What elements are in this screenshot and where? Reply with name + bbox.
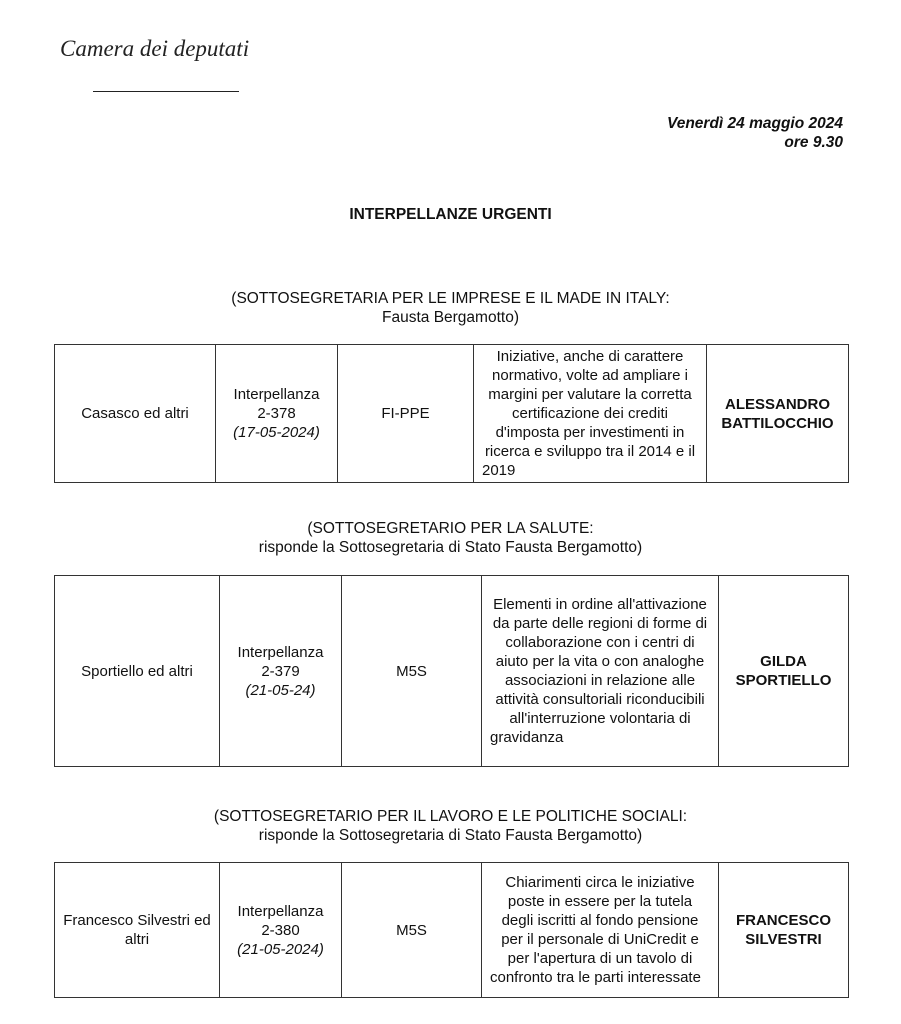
interpellanza-table-1 [54, 344, 849, 483]
group-cell: M5S [342, 576, 482, 767]
institution-name: Camera dei deputati [60, 36, 250, 61]
interpellanza-ref-cell: Interpellanza 2-379 (21-05-24) [220, 576, 342, 767]
group-cell: FI-PPE [338, 345, 474, 483]
session-time: ore 9.30 [784, 134, 843, 151]
session-datetime [667, 114, 843, 152]
table-row [55, 863, 849, 998]
section-heading-imprese: (SOTTOSEGRETARIA PER LE IMPRESE E IL MADE IN ITALY: Fausta Bergamotto) [231, 290, 670, 326]
interpellanza-ref-cell: Interpellanza 2-380 (21-05-2024) [220, 863, 342, 998]
table-row [55, 345, 849, 483]
document-title: INTERPELLANZE URGENTI [349, 206, 552, 223]
interpellanza-table-2 [54, 575, 849, 767]
subject-cell: Chiarimenti circa le iniziative poste in essere per la tutela degli iscritti al fondo pensione per il personale di UniCredit e per l'apertura di un tavolo di confronto tra le parti interessate [482, 863, 719, 998]
subject-cell: Elementi in ordine all'attivazione da parte delle regioni di forme di collaborazione con i centri di aiuto per la vita o con analoghe associazioni in relazione alle attività consultoriali riconducibili all'interruzione volontaria di gravidanza [482, 576, 719, 767]
proponent-cell: Sportiello ed altri [55, 576, 220, 767]
interpellanza-ref-cell: Interpellanza 2-378 (17-05-2024) [216, 345, 338, 483]
section-heading-salute: (SOTTOSEGRETARIO PER LA SALUTE: risponde la Sottosegretaria di Stato Fausta Bergamotto) [258, 520, 643, 556]
table-row [55, 576, 849, 767]
session-date: Venerdì 24 maggio 2024 [666, 115, 843, 132]
subject-cell: Iniziative, anche di carattere normativo, volte ad ampliare i margini per valutare la corretta certificazione dei crediti d'imposta per investimenti in ricerca e sviluppo tra il 2014 e il 2019 [474, 345, 707, 483]
proponent-cell: Casasco ed altri [55, 345, 216, 483]
interpellanza-table-3 [54, 862, 849, 998]
responder-cell: FRANCESCO SILVESTRI [719, 863, 849, 998]
responder-cell: GILDA SPORTIELLO [719, 576, 849, 767]
header-underline [93, 91, 239, 92]
proponent-cell: Francesco Silvestri ed altri [55, 863, 220, 998]
responder-cell: ALESSANDRO BATTILOCCHIO [707, 345, 849, 483]
group-cell: M5S [342, 863, 482, 998]
section-heading-lavoro: (SOTTOSEGRETARIO PER IL LAVORO E LE POLITICHE SOCIALI: risponde la Sottosegretaria di Stato Fausta Bergamotto) [213, 808, 688, 844]
